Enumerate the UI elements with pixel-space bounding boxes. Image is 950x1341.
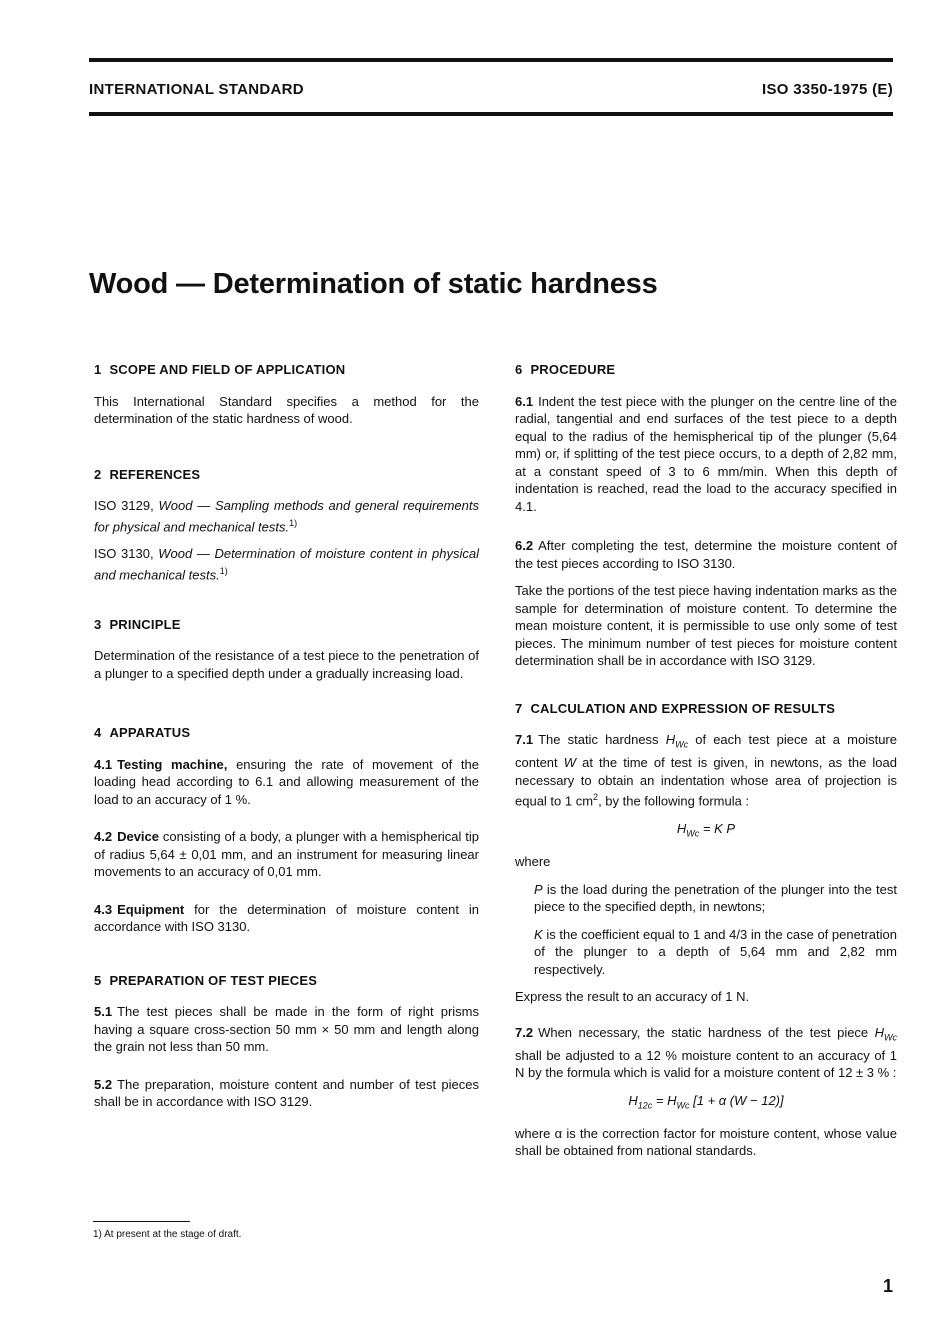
section-2-heading [94, 466, 479, 484]
clause-term: Equipment [117, 901, 185, 917]
definition-text: is the coefficient equal to 1 and 4/3 in the case of penetration of the plunger to a depth of 5,64 mm and 2,82 mm respectively. [534, 926, 897, 977]
clause-text: at the time of test is given, in newtons, as the load necessary to obtain an indentation whose area of projection is equal to 1 cm [515, 755, 897, 809]
clause-number: 4.2 [94, 829, 113, 845]
clause-number: 6.2 [515, 538, 534, 553]
clause-text: ensuring the rate of movement of the loading head according to 6.1 and allowing measurement of the load to an accuracy of 1 %. [94, 756, 479, 807]
clause-text: The preparation, moisture content and number of test pieces shall be in accordance with ISO 3129. [94, 1076, 479, 1110]
section-number: 2 [94, 466, 102, 482]
correction-factor-statement: where α is the correction factor for moisture content, whose value shall be obtained from national standards. [515, 1125, 897, 1159]
section-6-heading [515, 361, 897, 379]
right-column [515, 361, 897, 1170]
clause-text: , by the following formula : [598, 793, 750, 809]
definition-p [515, 881, 897, 916]
page-number: 1 [882, 1276, 893, 1296]
section-1-paragraph: This International Standard specifies a method for the determination of the static hardness of wood. [94, 393, 479, 426]
section-title: PROCEDURE [530, 362, 616, 377]
section-number: 7 [515, 700, 523, 716]
section-3-paragraph: Determination of the resistance of a test piece to the penetration of a plunger to a specified depth under a gradually increasing load. [94, 648, 479, 681]
formula-adjusted-hardness: $H_{12c} = H_{Wc}$ [1 + α (W − 12)] [628, 1092, 784, 1111]
clause-5-1 [94, 1003, 479, 1056]
clause-6-1 [515, 393, 897, 516]
clause-term: Testing machine, [117, 756, 228, 772]
clause-number: 4.1 [94, 756, 113, 772]
accuracy-statement: Express the result to an accuracy of 1 N. [515, 989, 750, 1005]
section-number: 4 [94, 725, 102, 741]
header-right: ISO 3350-1975 (E) [761, 81, 893, 98]
symbol-p: P [534, 881, 543, 897]
clause-4-3 [94, 901, 479, 936]
symbol-k: K [534, 926, 543, 942]
clause-text: The test pieces shall be made in the form of right prisms having a square cross-section 50 mm × 50 mm and length along the grain not less than 50 mm. [94, 1004, 479, 1055]
section-title: CALCULATION AND EXPRESSION OF RESULTS [530, 700, 836, 716]
header-rule-bottom [89, 112, 893, 116]
section-number: 6 [515, 362, 523, 377]
clause-text: When necessary, the static hardness of the test piece [538, 1024, 869, 1040]
clause-number: 5.1 [94, 1004, 113, 1020]
section-7-heading [515, 700, 897, 718]
reference-number: ISO 3129, [94, 498, 154, 513]
clause-text: Indent the test piece with the plunger on the centre line of the radial, tangential and end surfaces of the test piece to a depth equal to the radius of the hemispherical tip of the plunger (5,64 mm) or, if splitting of the test piece occurs, to a depth of 2,82 mm, at a constant speed of 3 to 6 mm/min. When this depth of indentation is reached, read the load to the accuracy specified in 4.1. [515, 393, 897, 514]
clause-text: After completing the test, determine the moisture content of the test pieces according to ISO 3130. [515, 538, 897, 571]
symbol-w: W [563, 755, 577, 771]
clause-6-2-continued: Take the portions of the test piece having indentation marks as the sample for determination of moisture content. To determine the mean moisture content, it is permissible to use only some of test pieces. The minimum number of test pieces for moisture content determination shall be in accordance with ISO 3129. [515, 583, 897, 668]
footnote: 1) At present at the stage of draft. [93, 1229, 242, 1240]
where-label: where [515, 854, 551, 870]
clause-text: shall be adjusted to a 12 % moisture content to an accuracy of 1 N by the formula which is valid for a moisture content of 12 ± 3 % : [515, 1047, 897, 1081]
clause-6-2 [515, 537, 897, 572]
footnote-marker: 1) [289, 517, 298, 528]
header-rule-top [89, 58, 893, 62]
footnote-rule [93, 1221, 190, 1222]
section-1-heading [94, 361, 479, 379]
clause-4-1 [94, 756, 479, 809]
clause-number: 7.2 [515, 1024, 534, 1040]
section-title: REFERENCES [109, 466, 201, 482]
section-5-heading [94, 972, 479, 990]
footnote-marker: 1) [219, 565, 228, 576]
definition-k [515, 926, 897, 979]
clause-7-2 [515, 1024, 897, 1082]
section-title: APPARATUS [109, 725, 191, 741]
clause-text: for the determination of moisture content in accordance with ISO 3130. [94, 901, 479, 935]
section-3-heading [94, 616, 479, 634]
clause-7-1 [515, 731, 897, 810]
left-column [94, 361, 479, 1121]
clause-text: The static hardness [538, 732, 659, 747]
section-title: PRINCIPLE [109, 616, 181, 632]
clause-5-2 [94, 1076, 479, 1111]
reference-iso-3129 [94, 497, 479, 535]
section-number: 5 [94, 972, 102, 988]
reference-title: Wood — Sampling methods and general requirements for physical and mechanical tests. [94, 498, 479, 534]
symbol-hwc: $H_{Wc}$ [874, 1024, 897, 1043]
clause-text: consisting of a body, a plunger with a hemispherical tip of radius 5,64 ± 0,01 mm, and an instrument for measuring linear movements to an accuracy of 0,01 mm. [94, 829, 479, 880]
reference-number: ISO 3130, [94, 546, 154, 562]
section-number: 1 [94, 362, 102, 377]
header-left: INTERNATIONAL STANDARD [89, 81, 304, 98]
document-title: Wood — Determination of static hardness [89, 268, 658, 300]
formula-hardness: $H_{Wc} = K$ P [676, 820, 736, 839]
section-number: 3 [94, 616, 102, 632]
section-title: SCOPE AND FIELD OF APPLICATION [109, 362, 346, 377]
reference-iso-3130 [94, 545, 479, 583]
clause-number: 5.2 [94, 1076, 113, 1092]
clause-text: of each test piece at a moisture content [515, 732, 897, 771]
clause-number: 6.1 [515, 393, 534, 409]
section-title: PREPARATION OF TEST PIECES [109, 972, 318, 988]
superscript: 2 [593, 792, 599, 803]
clause-number: 7.1 [515, 732, 534, 747]
reference-title: Wood — Determination of moisture content in physical and mechanical tests. [94, 546, 479, 583]
section-4-heading [94, 724, 479, 742]
clause-4-2 [94, 828, 479, 881]
clause-number: 4.3 [94, 901, 113, 917]
symbol-hwc: $H_{Wc}$ [665, 732, 689, 750]
definition-text: is the load during the penetration of the plunger into the test piece to the specified depth, in newtons; [534, 881, 897, 915]
clause-term: Device [117, 829, 159, 845]
